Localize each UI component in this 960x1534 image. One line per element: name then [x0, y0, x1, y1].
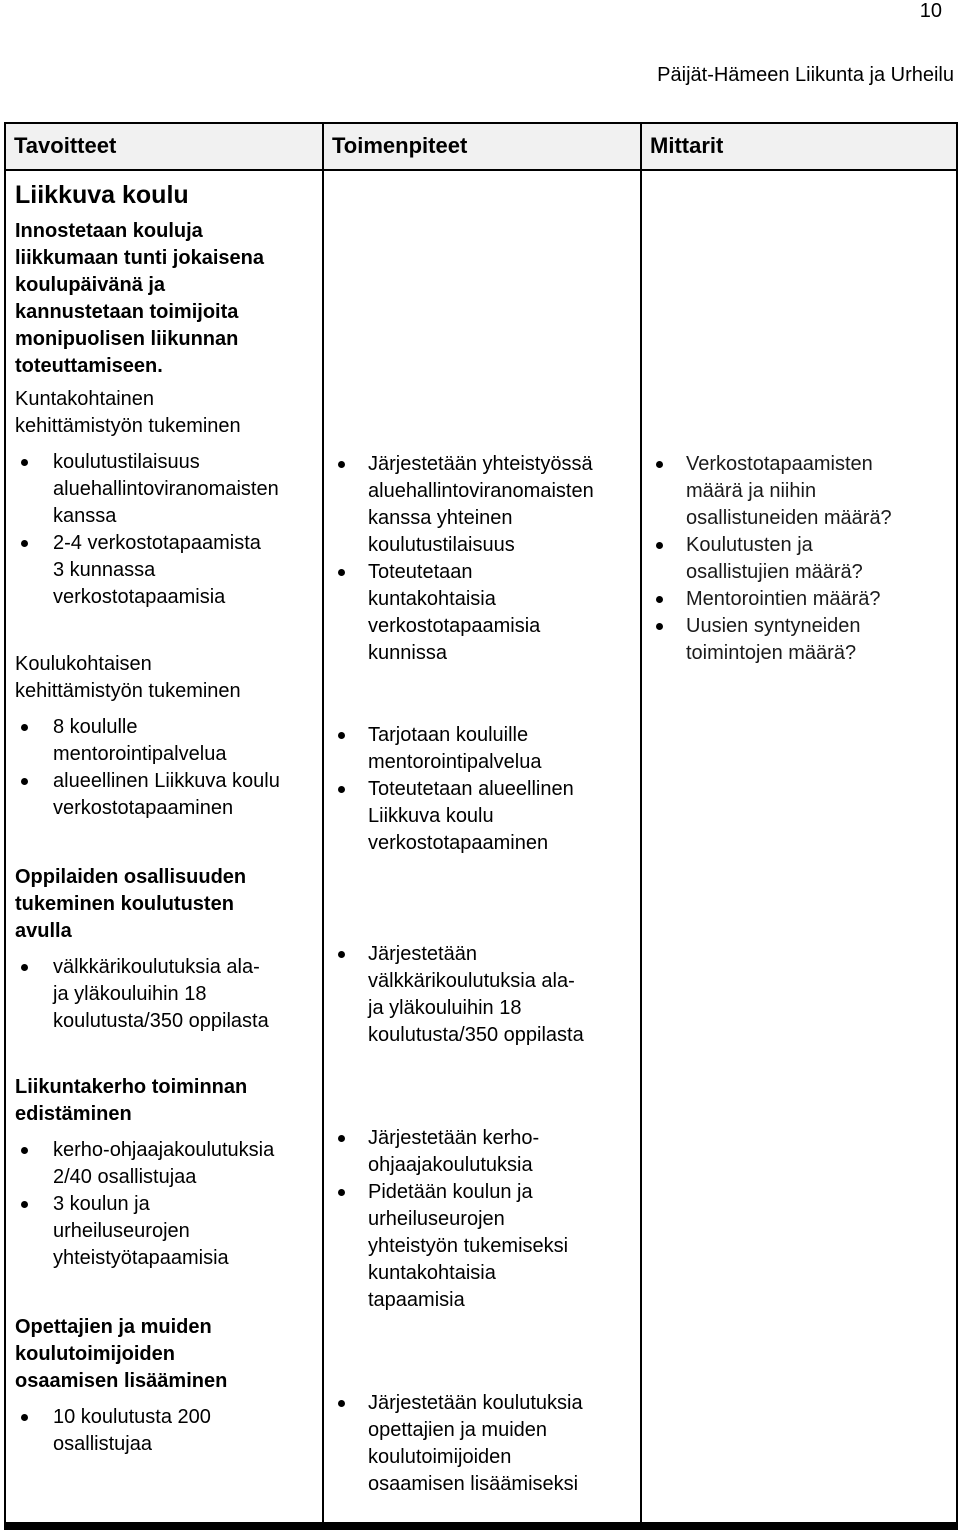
text-line: yhteistyön tukemiseksi — [368, 1235, 569, 1257]
text-line: tapaamisia — [368, 1289, 465, 1311]
action-list — [334, 1390, 634, 1498]
text-line: kerho-ohjaajakoulutuksia — [53, 1139, 275, 1161]
text-line: koulutustilaisuus — [53, 451, 200, 473]
list-item — [652, 613, 952, 667]
bullet-list — [15, 1404, 315, 1458]
text-line: Verkostotapaamisten — [686, 453, 873, 475]
bullet-list — [15, 449, 315, 611]
text-line: opettajien ja muiden — [368, 1419, 548, 1441]
text-line: määrä ja niihin — [686, 480, 817, 502]
bullet-icon — [656, 596, 663, 603]
column-divider — [322, 124, 324, 1524]
list-item — [334, 1179, 634, 1314]
bullet-icon — [338, 732, 345, 739]
section-heading — [15, 386, 241, 440]
bullet-icon — [338, 569, 345, 576]
intro-text — [15, 218, 264, 380]
text-line: alueellinen Liikkuva koulu — [53, 770, 280, 792]
list-item — [652, 451, 952, 532]
text-line: 2-4 verkostotapaamista — [53, 532, 261, 554]
list-item — [334, 451, 634, 559]
list-item — [15, 1191, 315, 1272]
text-line: Kuntakohtainen — [15, 388, 155, 410]
header-actions: Toimenpiteet — [332, 133, 468, 158]
text-line: Liikuntakerho toiminnan — [15, 1076, 248, 1098]
bullet-list — [15, 954, 315, 1035]
text-line: liikkumaan tunti jokaisena — [15, 247, 264, 269]
text-line: 3 koulun ja — [53, 1193, 150, 1215]
page-number: 10 — [919, 0, 942, 22]
action-list — [334, 941, 634, 1049]
bullet-icon — [21, 459, 28, 466]
text-line: Järjestetään kerho- — [368, 1127, 540, 1149]
list-item — [15, 954, 315, 1035]
text-line: Toteutetaan — [368, 561, 473, 583]
metrics-list — [652, 451, 952, 667]
text-line: Järjestetään koulutuksia — [368, 1392, 583, 1414]
text-line: kannustetaan toimijoita — [15, 301, 239, 323]
text-line: yhteistyötapaamisia — [53, 1247, 229, 1269]
text-line: kanssa yhteinen — [368, 507, 513, 529]
list-item — [334, 1125, 634, 1179]
list-item — [334, 722, 634, 776]
list-item — [652, 586, 952, 613]
text-line: Innostetaan kouluja — [15, 220, 203, 242]
bullet-icon — [338, 1135, 345, 1142]
bullet-icon — [338, 461, 345, 468]
bullet-icon — [21, 964, 28, 971]
text-line: monipuolisen liikunnan — [15, 328, 239, 350]
text-line: koulutoimijoiden — [15, 1343, 175, 1365]
text-line: tukeminen koulutusten — [15, 893, 234, 915]
bullet-icon — [338, 786, 345, 793]
text-line: osallistujaa — [53, 1433, 152, 1455]
bullet-icon — [338, 1400, 345, 1407]
text-line: kehittämistyön tukeminen — [15, 680, 241, 702]
text-line: kehittämistyön tukeminen — [15, 415, 241, 437]
bullet-icon — [21, 540, 28, 547]
bullet-icon — [21, 1201, 28, 1208]
text-line: verkostotapaaminen — [368, 832, 549, 854]
text-line: Pidetään koulun ja — [368, 1181, 533, 1203]
text-line: Opettajien ja muiden — [15, 1316, 212, 1338]
action-list — [334, 1125, 634, 1314]
text-line: välkkärikoulutuksia ala- — [53, 956, 260, 978]
text-line: edistäminen — [15, 1103, 132, 1125]
list-item — [15, 449, 315, 530]
bullet-icon — [21, 724, 28, 731]
text-line: toimintojen määrä? — [686, 642, 857, 664]
text-line: mentorointipalvelua — [368, 751, 542, 773]
list-item — [334, 559, 634, 667]
text-line: Uusien syntyneiden — [686, 615, 861, 637]
text-line: Mentorointien määrä? — [686, 588, 881, 610]
action-list — [334, 722, 634, 857]
text-line: välkkärikoulutuksia ala- — [368, 970, 575, 992]
text-line: toteuttamiseen. — [15, 355, 163, 377]
bullet-icon — [656, 461, 663, 468]
column-divider — [640, 124, 642, 1524]
table-bottom-border — [4, 1522, 958, 1530]
text-line: avulla — [15, 920, 72, 942]
list-item — [15, 1137, 315, 1191]
text-line: kunnissa — [368, 642, 447, 664]
text-line: Toteutetaan alueellinen — [368, 778, 574, 800]
section-heading — [15, 1314, 227, 1395]
text-line: ja yläkouluihin 18 — [53, 983, 207, 1005]
list-item — [15, 714, 315, 768]
bullet-icon — [656, 623, 663, 630]
text-line: Järjestetään yhteistyössä — [368, 453, 593, 475]
list-item — [334, 1390, 634, 1498]
text-line: Järjestetään — [368, 943, 477, 965]
bullet-list — [15, 714, 315, 822]
bullet-icon — [21, 1147, 28, 1154]
section-heading — [15, 1074, 247, 1128]
text-line: verkostotapaamisia — [53, 586, 226, 608]
text-line: kuntakohtaisia — [368, 588, 496, 610]
text-line: 8 koululle — [53, 716, 138, 738]
text-line: aluehallintoviranomaisten — [53, 478, 279, 500]
text-line: osaamisen lisääminen — [15, 1370, 228, 1392]
list-item — [334, 941, 634, 1049]
text-line: Liikkuva koulu — [368, 805, 494, 827]
header-goals: Tavoitteet — [14, 133, 117, 158]
list-item — [334, 776, 634, 857]
text-line: 10 koulutusta 200 — [53, 1406, 211, 1428]
text-line: Oppilaiden osallisuuden — [15, 866, 247, 888]
bullet-icon — [338, 1189, 345, 1196]
list-item — [652, 532, 952, 586]
list-item — [15, 768, 315, 822]
bullet-list — [15, 1137, 315, 1272]
text-line: koulutusta/350 oppilasta — [368, 1024, 584, 1046]
section-heading — [15, 864, 246, 945]
text-line: ja yläkouluihin 18 — [368, 997, 522, 1019]
section-heading — [15, 651, 241, 705]
text-line: Tarjotaan kouluille — [368, 724, 529, 746]
text-line: urheiluseurojen — [368, 1208, 505, 1230]
text-line: 3 kunnassa — [53, 559, 156, 581]
text-line: mentorointipalvelua — [53, 743, 227, 765]
text-line: aluehallintoviranomaisten — [368, 480, 594, 502]
text-line: osaamisen lisäämiseksi — [368, 1473, 579, 1495]
text-line: koulutoimijoiden — [368, 1446, 512, 1468]
bullet-icon — [21, 1414, 28, 1421]
text-line: Koulutusten ja — [686, 534, 813, 556]
text-line: Koulukohtaisen — [15, 653, 152, 675]
organization-header: Päijät-Hämeen Liikunta ja Urheilu — [657, 64, 954, 86]
text-line: osallistujien määrä? — [686, 561, 863, 583]
main-title: Liikkuva koulu — [15, 181, 189, 209]
text-line: 2/40 osallistujaa — [53, 1166, 197, 1188]
header-metrics: Mittarit — [650, 133, 724, 158]
text-line: ohjaajakoulutuksia — [368, 1154, 533, 1176]
bullet-icon — [338, 951, 345, 958]
goals-table — [4, 122, 958, 1526]
list-item — [15, 1404, 315, 1458]
text-line: koulutustilaisuus — [368, 534, 515, 556]
table-header-row — [6, 124, 956, 171]
text-line: verkostotapaamisia — [368, 615, 541, 637]
text-line: kanssa — [53, 505, 117, 527]
text-line: koulupäivänä ja — [15, 274, 166, 296]
text-line: koulutusta/350 oppilasta — [53, 1010, 269, 1032]
list-item — [15, 530, 315, 611]
text-line: urheiluseurojen — [53, 1220, 190, 1242]
action-list — [334, 451, 634, 667]
text-line: osallistuneiden määrä? — [686, 507, 892, 529]
bullet-icon — [21, 778, 28, 785]
text-line: kuntakohtaisia — [368, 1262, 496, 1284]
bullet-icon — [656, 542, 663, 549]
text-line: verkostotapaaminen — [53, 797, 234, 819]
